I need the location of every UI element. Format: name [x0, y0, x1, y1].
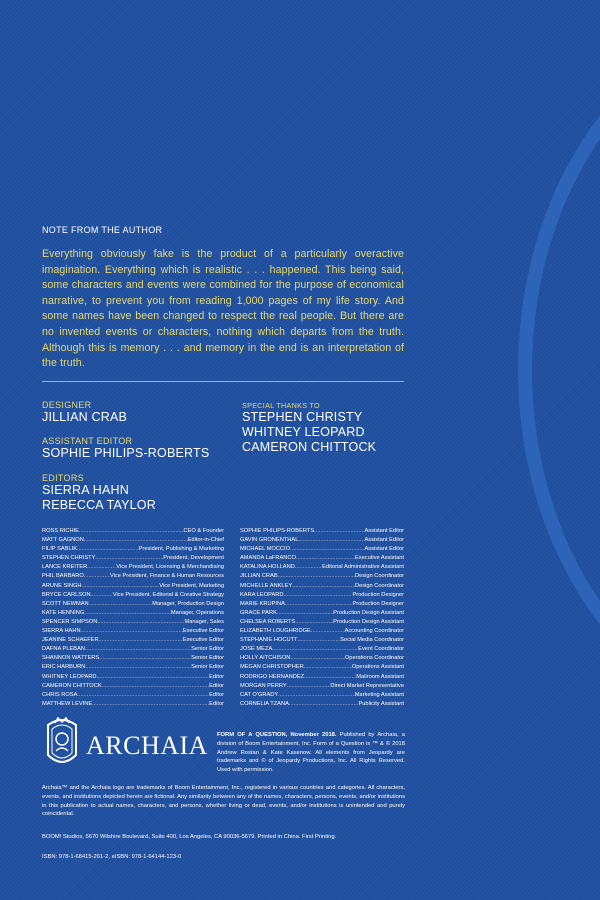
dot-leader: [81, 627, 183, 636]
staff-name: CHELSEA ROBERTS: [240, 618, 296, 625]
dot-leader: [84, 609, 171, 618]
staff-role: Event Coordinator: [358, 646, 404, 653]
staff-role: Production Designer: [352, 591, 404, 598]
dot-leader: [295, 618, 333, 627]
staff-row: [240, 582, 404, 591]
publisher-address: BOOM! Studios, 5670 Wilshire Boulevard, Suite 400, Los Angeles, CA 90036-5679. Printed in China. First Printing.: [42, 834, 337, 840]
staff-row: [42, 554, 224, 563]
staff-role: Mailroom Assistant: [356, 673, 404, 680]
dot-leader: [77, 545, 139, 554]
staff-name: SPENCER SIMPSON: [42, 618, 98, 625]
staff-name: RODRIGO HERNANDEZ: [240, 673, 305, 680]
dot-leader: [82, 582, 160, 591]
staff-role: Editor: [209, 700, 224, 707]
legal-notice: Archaia™ and the Archaia logo are trademarks of Boom Entertainment, Inc., registered in various countries and categories. All characters, events, and institutions depicted herein are fictional. Any similarity between any of the names, characters, persons, events, and/or institutions in this publication to actual names, characters, and persons, whether living or dead, events, and/or institutions is unintended and purely coincidental.: [42, 785, 405, 818]
dot-leader: [298, 536, 364, 545]
staff-role: Accounting Coordinator: [344, 628, 404, 635]
dot-leader: [99, 636, 183, 645]
staff-role: Manager, Sales: [184, 618, 224, 625]
staff-name: GAVIN GRONENTHAL: [240, 537, 299, 544]
dot-leader: [79, 527, 184, 536]
dot-leader: [292, 582, 355, 591]
staff-row: [42, 600, 224, 609]
divider: [42, 381, 404, 382]
staff-list-right: [240, 527, 404, 709]
staff-row: [42, 682, 224, 691]
staff-role: Editor-in-Chief: [187, 537, 224, 544]
staff-name: JILLIAN CRAB: [240, 573, 278, 580]
staff-name: HOLLY AITCHISON: [240, 655, 291, 662]
dot-leader: [272, 645, 358, 654]
staff-row: [42, 572, 224, 581]
staff-name: ELIZABETH LOUGHRIDGE: [240, 628, 311, 635]
staff-role: Editor: [209, 691, 224, 698]
staff-name: MICHAEL MOCCIO: [240, 546, 291, 553]
staff-row: [240, 682, 404, 691]
dot-leader: [314, 527, 364, 536]
staff-row: [240, 591, 404, 600]
staff-name: GRACE PARK: [240, 609, 277, 616]
designer-name: JILLIAN CRAB: [42, 410, 128, 424]
dot-leader: [95, 554, 163, 563]
staff-name: LANCE KREITER: [42, 564, 88, 571]
staff-row: [42, 563, 224, 572]
staff-role: Assistant Editor: [364, 537, 404, 544]
assistant-editor-name: SOPHIE PHILIPS-ROBERTS: [42, 446, 210, 460]
staff-row: [42, 591, 224, 600]
dot-leader: [99, 654, 191, 663]
staff-role: Executive Editor: [182, 628, 224, 635]
staff-role: Marketing Assistant: [354, 691, 404, 698]
staff-role: Production Designer: [352, 600, 404, 607]
staff-row: [240, 627, 404, 636]
editor-name: REBECCA TAYLOR: [42, 498, 156, 512]
staff-name: AMANDA LaFRANCO: [240, 555, 296, 562]
publication-info: [217, 731, 405, 775]
staff-name: KATALINA HOLLAND: [240, 564, 295, 571]
staff-role: President, Development: [163, 555, 224, 562]
staff-name: CHRIS ROSA: [42, 691, 78, 698]
dot-leader: [285, 600, 353, 609]
dot-leader: [102, 682, 210, 691]
staff-role: Vice President, Licensing & Merchandising: [116, 564, 224, 571]
dot-leader: [85, 663, 191, 672]
staff-name: MATTHEW LEVINE: [42, 700, 93, 707]
dot-leader: [96, 673, 209, 682]
staff-role: Senior Editor: [191, 646, 224, 653]
special-thanks: [242, 401, 376, 455]
staff-list-left: [42, 527, 224, 709]
dot-leader: [296, 554, 355, 563]
staff-name: SCOTT NEWMAN: [42, 600, 89, 607]
staff-role: Production Design Assistant: [333, 618, 404, 625]
note-heading: NOTE FROM THE AUTHOR: [42, 225, 163, 235]
dot-leader: [298, 636, 341, 645]
staff-role: Editorial Administrative Assistant: [322, 564, 404, 571]
staff-name: PHIL BARBARO: [42, 573, 84, 580]
dot-leader: [284, 591, 353, 600]
dot-leader: [304, 663, 352, 672]
staff-role: Operations Assistant: [351, 664, 404, 671]
staff-row: [42, 636, 224, 645]
staff-row: [240, 673, 404, 682]
staff-role: Assistant Editor: [364, 546, 404, 553]
staff-role: Operations Coordinator: [344, 655, 404, 662]
staff-row: [240, 700, 404, 709]
staff-row: [240, 554, 404, 563]
staff-role: Editor: [209, 673, 224, 680]
dot-leader: [278, 691, 355, 700]
dot-leader: [278, 572, 355, 581]
staff-row: [240, 600, 404, 609]
editor-name: SIERRA HAHN: [42, 483, 129, 497]
staff-name: KATE HENNING: [42, 609, 85, 616]
staff-name: BRYCE CARLSON: [42, 591, 91, 598]
staff-row: [240, 527, 404, 536]
staff-row: [42, 609, 224, 618]
staff-role: Vice President, Editorial & Creative Strategy: [112, 591, 224, 598]
staff-name: MEGAN CHRISTOPHER: [240, 664, 304, 671]
dot-leader: [85, 645, 191, 654]
designer-label: DESIGNER: [42, 400, 92, 410]
staff-row: [42, 673, 224, 682]
staff-row: [42, 663, 224, 672]
staff-row: [42, 627, 224, 636]
staff-row: [240, 563, 404, 572]
staff-role: CEO & Founder: [183, 528, 224, 534]
staff-row: [240, 536, 404, 545]
staff-name: MORGAN PERRY: [240, 682, 287, 689]
staff-name: MATT GAGNON: [42, 537, 84, 544]
staff-row: [42, 618, 224, 627]
staff-name: MICHELLE ANKLEY: [240, 582, 293, 589]
staff-row: [42, 545, 224, 554]
staff-role: Vice President, Marketing: [159, 582, 224, 589]
special-thanks-label: SPECIAL THANKS TO: [242, 401, 320, 410]
staff-role: Social Media Coordinator: [340, 637, 404, 644]
staff-name: WHITNEY LEOPARD: [42, 673, 97, 680]
staff-name: JOSÉ MEZA: [240, 646, 273, 653]
staff-name: ARUNE SINGH: [42, 582, 82, 589]
thanks-name: STEPHEN CHRISTY: [242, 410, 363, 424]
staff-name: ROSS RICHIE: [42, 528, 79, 534]
dot-leader: [77, 691, 209, 700]
staff-role: Design Coordinator: [354, 582, 404, 589]
staff-row: [42, 536, 224, 545]
dot-leader: [295, 563, 322, 572]
staff-role: Direct Market Representative: [330, 682, 404, 689]
dot-leader: [84, 572, 110, 581]
dot-leader: [91, 591, 113, 600]
staff-name: SOPHIE PHILIPS-ROBERTS: [240, 528, 315, 534]
designer-credit: [42, 400, 127, 425]
dot-leader: [84, 536, 188, 545]
dot-leader: [97, 618, 184, 627]
staff-name: FILIP SABLIK: [42, 546, 77, 553]
publication-title: FORM OF A QUESTION, November 2018.: [217, 732, 337, 738]
staff-name: CAMERON CHITTOCK: [42, 682, 102, 689]
staff-name: STEPHEN CHRISTY: [42, 555, 96, 562]
staff-row: [42, 645, 224, 654]
assistant-editor-credit: [42, 436, 209, 461]
staff-row: [42, 700, 224, 709]
editors-credit: [42, 473, 156, 513]
staff-role: Production Design Assistant: [333, 609, 404, 616]
staff-row: [42, 654, 224, 663]
staff-role: Assistant Editor: [364, 528, 404, 534]
staff-row: [240, 645, 404, 654]
staff-name: KARA LEOPARD: [240, 591, 284, 598]
staff-row: [42, 527, 224, 536]
dot-leader: [89, 600, 153, 609]
staff-role: Senior Editor: [191, 664, 224, 671]
staff-name: DAFNA PLEBAN: [42, 646, 85, 653]
staff-name: STEPHANIE HOCUTT: [240, 637, 298, 644]
thanks-name: WHITNEY LEOPARD: [242, 425, 365, 439]
staff-role: Manager, Production Design: [152, 600, 224, 607]
decorative-arc: [518, 10, 600, 730]
thanks-name: CAMERON CHITTOCK: [242, 440, 377, 454]
staff-row: [240, 654, 404, 663]
staff-row: [42, 691, 224, 700]
staff-role: Design Coordinator: [354, 573, 404, 580]
dot-leader: [277, 609, 333, 618]
staff-name: ERIC HARBURN: [42, 664, 86, 671]
staff-role: President, Publishing & Marketing: [138, 546, 224, 553]
staff-name: SIERRA HAHN: [42, 628, 81, 635]
staff-row: [240, 545, 404, 554]
isbn-line: ISBN: 978-1-68415-261-2, eISBN: 978-1-64144-123-0: [42, 854, 182, 860]
staff-name: CORNELIA TZANA: [240, 700, 289, 707]
staff-role: Manager, Operations: [170, 609, 224, 616]
staff-row: [240, 691, 404, 700]
staff-row: [240, 609, 404, 618]
dot-leader: [311, 627, 345, 636]
note-body: Everything obviously fake is the product of a particularly overactive imagination. Everything which is realistic . . . happened. This being said, some characters and events were combined for the purpose of economical narrative, to prevent you from reading 1,000 pages of my life story. And some names have been changed to respect the real people. But there are no invented events or characters, nothing which departs from the truth. Although this is memory . . . and memory in the end is an interpretation of the truth.: [42, 248, 404, 370]
dot-leader: [304, 673, 356, 682]
dot-leader: [290, 654, 345, 663]
staff-name: JEANINE SCHAEFER: [42, 637, 99, 644]
publication-info-text: Published by Archaia, a division of Boom Entertainment, Inc. Form of a Question is ™ & © 2018 Andrew Rostan & Kate Kasenow. All elements from Jeopardy are trademarks and © of Jeopardy Productions, Inc. All Rights Reserved. Used with permission.: [217, 732, 405, 774]
staff-role: Editor: [209, 682, 224, 689]
staff-name: CAT O'GRADY: [240, 691, 279, 698]
dot-leader: [287, 682, 331, 691]
dot-leader: [92, 700, 209, 709]
staff-row: [240, 572, 404, 581]
dot-leader: [290, 545, 364, 554]
editors-label: EDITORS: [42, 473, 84, 483]
staff-role: Executive Editor: [182, 637, 224, 644]
archaia-crest-icon: [42, 715, 82, 771]
dot-leader: [87, 563, 116, 572]
archaia-logo-text: ARCHAIA: [86, 731, 208, 760]
dot-leader: [289, 700, 359, 709]
staff-name: MARIE KRUPINA: [240, 600, 285, 607]
staff-row: [240, 636, 404, 645]
staff-name: SHANNON WATTERS: [42, 655, 100, 662]
staff-role: Executive Assistant: [355, 555, 404, 562]
staff-row: [240, 618, 404, 627]
staff-role: Publicity Assistant: [358, 700, 404, 707]
staff-role: Vice President, Finance & Human Resources: [109, 573, 224, 580]
assistant-editor-label: ASSISTANT EDITOR: [42, 436, 133, 446]
staff-row: [240, 663, 404, 672]
staff-role: Senior Editor: [191, 655, 224, 662]
staff-row: [42, 582, 224, 591]
